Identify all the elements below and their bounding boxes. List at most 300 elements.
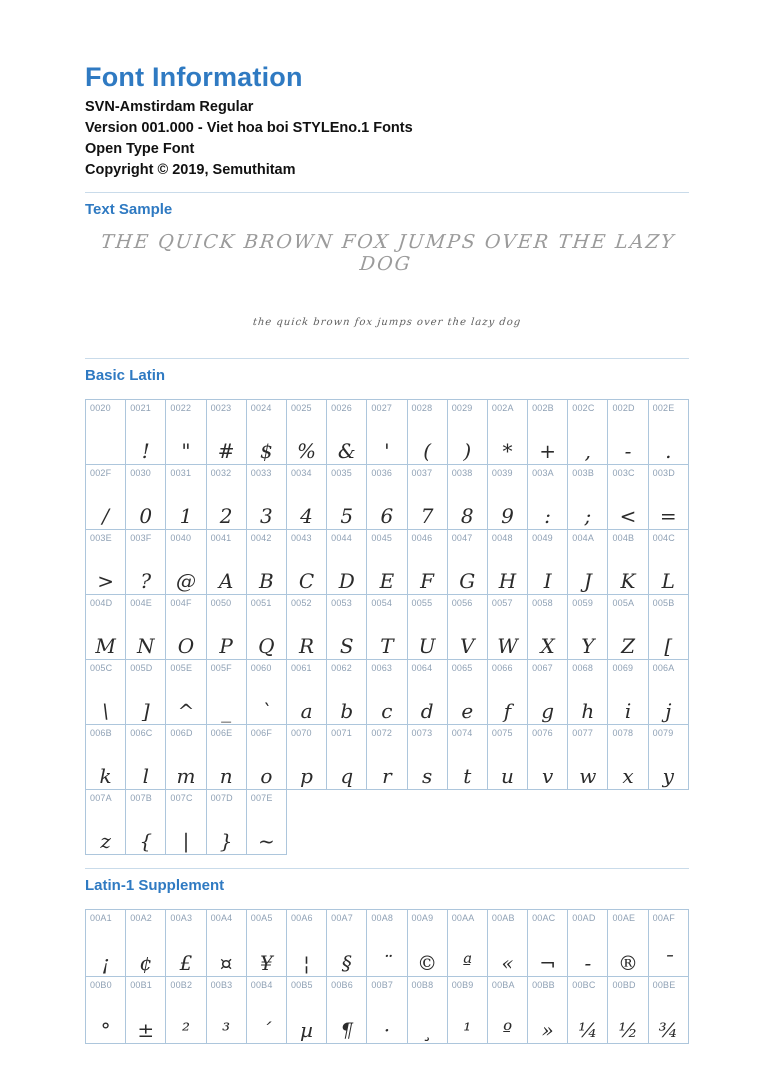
glyph-cell <box>166 977 206 1044</box>
glyph-sample: ¡ <box>101 951 110 975</box>
glyph-row <box>86 725 689 790</box>
glyph-cell <box>166 790 206 855</box>
codepoint-label: 004D <box>90 598 113 608</box>
codepoint-label: 0026 <box>331 403 352 413</box>
codepoint-label: 0073 <box>411 728 433 738</box>
glyph-cell <box>126 530 166 595</box>
codepoint-label: 0045 <box>371 533 393 543</box>
glyph-cell <box>447 530 487 595</box>
codepoint-label: 0054 <box>371 598 393 608</box>
codepoint-label: 0058 <box>532 598 553 608</box>
glyph-cell <box>528 400 568 465</box>
glyph-sample: ' <box>384 439 390 463</box>
glyph-cell <box>246 910 286 977</box>
glyph-cell <box>608 725 648 790</box>
glyph-sample: J <box>583 569 592 593</box>
glyph-sample: 4 <box>300 504 313 528</box>
glyph-sample: £ <box>179 951 193 975</box>
glyph-cell <box>407 530 447 595</box>
codepoint-label: 00BE <box>652 980 676 990</box>
glyph-sample: f <box>503 699 512 723</box>
latin1-supplement-heading: Latin-1 Supplement <box>85 877 225 894</box>
codepoint-label: 00AD <box>572 913 596 923</box>
codepoint-label: 006D <box>170 728 193 738</box>
codepoint-label: 00A3 <box>170 913 193 923</box>
codepoint-label: 00B4 <box>250 980 273 990</box>
glyph-cell <box>487 465 527 530</box>
glyph-sample: µ <box>300 1018 314 1042</box>
glyph-cell <box>367 465 407 530</box>
glyph-sample: A <box>218 569 234 593</box>
codepoint-label: 0044 <box>331 533 352 543</box>
codepoint-label: 005C <box>90 663 113 673</box>
glyph-sample: © <box>417 951 438 975</box>
glyph-cell <box>487 530 527 595</box>
glyph-sample: º <box>502 1018 513 1042</box>
codepoint-label: 0064 <box>411 663 433 673</box>
codepoint-label: 003A <box>532 468 554 478</box>
glyph-cell <box>447 400 487 465</box>
codepoint-label: 00A1 <box>90 913 112 923</box>
codepoint-label: 0053 <box>331 598 352 608</box>
glyph-sample: g <box>541 699 555 723</box>
codepoint-label: 005A <box>612 598 635 608</box>
glyph-cell <box>367 725 407 790</box>
glyph-cell <box>246 790 286 855</box>
glyph-sample: B <box>258 569 274 593</box>
font-version: Version 001.000 - Viet hoa boi STYLEno.1 Fonts <box>85 120 413 136</box>
codepoint-label: 00B9 <box>451 980 474 990</box>
glyph-sample: ^ <box>177 699 195 723</box>
glyph-sample: d <box>420 699 434 723</box>
glyph-cell <box>86 465 126 530</box>
glyph-sample: t <box>463 764 472 788</box>
glyph-sample: F <box>420 569 435 593</box>
glyph-cell <box>608 400 648 465</box>
glyph-cell <box>568 400 608 465</box>
glyph-cell <box>126 660 166 725</box>
glyph-cell <box>648 725 688 790</box>
codepoint-label: 0075 <box>491 728 513 738</box>
glyph-cell <box>327 400 367 465</box>
glyph-sample: = <box>659 504 677 528</box>
glyph-cell <box>286 977 326 1044</box>
codepoint-label: 0063 <box>371 663 393 673</box>
codepoint-label: 00BC <box>572 980 596 990</box>
glyph-sample: , <box>584 439 592 463</box>
codepoint-label: 00B0 <box>90 980 112 990</box>
section-divider <box>85 358 689 359</box>
codepoint-label: 0042 <box>250 533 272 543</box>
codepoint-label: 005F <box>210 663 232 673</box>
font-copyright: Copyright © 2019, Semuthitam <box>85 162 296 178</box>
codepoint-label: 0069 <box>612 663 634 673</box>
codepoint-label: 006E <box>210 728 233 738</box>
glyph-sample: - <box>624 439 632 463</box>
glyph-sample: ¦ <box>303 951 310 975</box>
glyph-cell <box>608 977 648 1044</box>
glyph-sample: ± <box>137 1018 155 1042</box>
glyph-cell <box>206 465 246 530</box>
codepoint-label: 00AA <box>451 913 475 923</box>
codepoint-label: 003E <box>90 533 112 543</box>
codepoint-label: 0046 <box>411 533 433 543</box>
codepoint-label: 0032 <box>210 468 232 478</box>
codepoint-label: 0030 <box>130 468 152 478</box>
codepoint-label: 00A6 <box>290 913 313 923</box>
glyph-cell <box>327 595 367 660</box>
glyph-sample: o <box>260 764 273 788</box>
codepoint-label: 002B <box>532 403 554 413</box>
glyph-row <box>86 465 689 530</box>
glyph-cell <box>487 910 527 977</box>
glyph-cell <box>86 595 126 660</box>
codepoint-label: 00AF <box>652 913 675 923</box>
codepoint-label: 00A4 <box>210 913 233 923</box>
glyph-sample: . <box>665 439 672 463</box>
section-divider <box>85 192 689 193</box>
glyph-sample: ² <box>181 1018 190 1042</box>
glyph-sample: v <box>542 764 554 788</box>
glyph-sample: « <box>501 951 514 975</box>
codepoint-label: 0027 <box>371 403 393 413</box>
glyph-sample: j <box>665 699 672 723</box>
glyph-sample: ¢ <box>139 951 153 975</box>
glyph-cell <box>327 910 367 977</box>
glyph-cell <box>367 400 407 465</box>
glyph-sample: : <box>544 504 552 528</box>
sample-text-lowercase: the quick brown fox jumps over the lazy dog <box>252 317 522 328</box>
codepoint-label: 00BB <box>532 980 555 990</box>
glyph-cell <box>206 660 246 725</box>
glyph-sample: ¯ <box>663 951 674 975</box>
glyph-sample: ? <box>140 569 152 593</box>
glyph-cell <box>166 660 206 725</box>
codepoint-label: 0078 <box>612 728 634 738</box>
glyph-sample: I <box>543 569 552 593</box>
glyph-sample: } <box>219 829 233 853</box>
codepoint-label: 0039 <box>491 468 513 478</box>
glyph-sample: ) <box>463 439 472 463</box>
codepoint-label: 0049 <box>532 533 553 543</box>
glyph-cell <box>246 660 286 725</box>
glyph-sample: \ <box>102 699 109 723</box>
codepoint-label: 0021 <box>130 403 152 413</box>
glyph-cell <box>407 465 447 530</box>
codepoint-label: 006C <box>130 728 153 738</box>
glyph-cell <box>166 465 206 530</box>
glyph-sample: + <box>539 439 557 463</box>
glyph-row <box>86 660 689 725</box>
codepoint-label: 006A <box>652 663 675 673</box>
glyph-cell <box>648 465 688 530</box>
empty-grid-area <box>286 790 688 855</box>
codepoint-label: 0028 <box>411 403 433 413</box>
codepoint-label: 007B <box>130 793 153 803</box>
codepoint-label: 0038 <box>451 468 473 478</box>
glyph-sample: q <box>340 764 354 788</box>
glyph-sample: e <box>461 699 474 723</box>
glyph-cell <box>166 530 206 595</box>
glyph-sample: P <box>219 634 233 658</box>
glyph-sample: Z <box>621 634 635 658</box>
codepoint-label: 002D <box>612 403 635 413</box>
glyph-sample: 2 <box>219 504 233 528</box>
codepoint-label: 00A8 <box>371 913 394 923</box>
glyph-cell <box>648 595 688 660</box>
glyph-sample: Y <box>581 634 595 658</box>
glyph-cell <box>166 725 206 790</box>
codepoint-label: 005D <box>130 663 153 673</box>
glyph-cell <box>367 595 407 660</box>
glyph-sample: { <box>139 829 153 853</box>
glyph-cell <box>407 400 447 465</box>
glyph-cell <box>166 400 206 465</box>
codepoint-label: 003F <box>130 533 152 543</box>
glyph-cell <box>327 530 367 595</box>
section-divider <box>85 868 689 869</box>
glyph-sample: i <box>624 699 632 723</box>
glyph-cell <box>487 977 527 1044</box>
codepoint-label: 0076 <box>532 728 553 738</box>
glyph-sample: 7 <box>420 504 434 528</box>
glyph-cell <box>528 530 568 595</box>
codepoint-label: 0022 <box>170 403 192 413</box>
glyph-sample: ¸ <box>422 1018 433 1042</box>
glyph-cell <box>206 400 246 465</box>
glyph-sample: C <box>298 569 315 593</box>
glyph-sample: ´ <box>261 1018 272 1042</box>
glyph-cell <box>608 910 648 977</box>
glyph-cell <box>447 595 487 660</box>
glyph-cell <box>286 530 326 595</box>
glyph-cell <box>367 530 407 595</box>
glyph-sample: T <box>380 634 394 658</box>
glyph-cell <box>608 465 648 530</box>
glyph-cell <box>568 725 608 790</box>
glyph-sample: ~ <box>257 829 275 853</box>
glyph-cell <box>407 977 447 1044</box>
glyph-cell <box>447 910 487 977</box>
glyph-sample: l <box>142 764 149 788</box>
glyph-cell <box>206 725 246 790</box>
codepoint-label: 0074 <box>451 728 473 738</box>
glyph-sample: ¥ <box>259 951 273 975</box>
glyph-cell <box>206 790 246 855</box>
glyph-cell <box>568 910 608 977</box>
font-format: Open Type Font <box>85 141 195 157</box>
glyph-sample: * <box>502 439 513 463</box>
glyph-sample: K <box>620 569 636 593</box>
glyph-sample: c <box>381 699 393 723</box>
codepoint-label: 007C <box>170 793 193 803</box>
codepoint-label: 0066 <box>491 663 513 673</box>
glyph-cell <box>126 465 166 530</box>
codepoint-label: 00B5 <box>290 980 313 990</box>
glyph-row <box>86 530 689 595</box>
codepoint-label: 0050 <box>210 598 232 608</box>
glyph-cell <box>286 725 326 790</box>
glyph-sample: & <box>337 439 356 463</box>
glyph-row <box>86 910 689 977</box>
glyph-sample: [ <box>664 634 673 658</box>
glyph-sample: z <box>100 829 111 853</box>
codepoint-label: 0041 <box>210 533 232 543</box>
codepoint-label: 00B3 <box>210 980 233 990</box>
glyph-sample: 9 <box>501 504 514 528</box>
glyph-cell <box>648 400 688 465</box>
glyph-cell <box>608 530 648 595</box>
glyph-sample: 0 <box>139 504 153 528</box>
glyph-cell <box>528 465 568 530</box>
glyph-cell <box>447 725 487 790</box>
codepoint-label: 0036 <box>371 468 393 478</box>
basic-latin-heading: Basic Latin <box>85 367 166 384</box>
codepoint-label: 0070 <box>290 728 312 738</box>
codepoint-label: 0037 <box>411 468 433 478</box>
codepoint-label: 0077 <box>572 728 594 738</box>
glyph-sample: % <box>297 439 317 463</box>
glyph-cell <box>327 725 367 790</box>
glyph-row <box>86 977 689 1044</box>
glyph-cell <box>286 910 326 977</box>
glyph-cell <box>126 790 166 855</box>
codepoint-label: 00BD <box>612 980 636 990</box>
glyph-sample: ® <box>618 951 639 975</box>
glyph-sample: 1 <box>179 504 193 528</box>
glyph-cell <box>447 660 487 725</box>
glyph-sample: S <box>339 634 354 658</box>
glyph-sample: w <box>579 764 597 788</box>
glyph-cell <box>246 465 286 530</box>
glyph-cell <box>126 725 166 790</box>
glyph-cell <box>86 977 126 1044</box>
glyph-sample: M <box>95 634 116 658</box>
glyph-sample: n <box>219 764 233 788</box>
glyph-cell <box>166 595 206 660</box>
glyph-cell <box>86 400 126 465</box>
glyph-cell <box>568 465 608 530</box>
glyph-cell <box>246 400 286 465</box>
glyph-cell <box>367 660 407 725</box>
codepoint-label: 0043 <box>290 533 312 543</box>
codepoint-label: 007A <box>90 793 112 803</box>
glyph-sample: ¼ <box>578 1018 598 1042</box>
glyph-cell <box>86 910 126 977</box>
glyph-sample: ¬ <box>539 951 557 975</box>
glyph-sample: < <box>619 504 637 528</box>
glyph-cell <box>286 465 326 530</box>
glyph-cell <box>166 910 206 977</box>
codepoint-label: 0072 <box>371 728 393 738</box>
document-page <box>85 0 689 1044</box>
codepoint-label: 0079 <box>652 728 674 738</box>
codepoint-label: 0071 <box>331 728 352 738</box>
glyph-cell <box>367 977 407 1044</box>
glyph-sample: Q <box>258 634 275 658</box>
codepoint-label: 0060 <box>250 663 272 673</box>
glyph-cell <box>487 660 527 725</box>
glyph-cell <box>608 595 648 660</box>
codepoint-label: 006F <box>250 728 273 738</box>
glyph-cell <box>286 595 326 660</box>
glyph-sample: h <box>581 699 595 723</box>
glyph-sample: r <box>382 764 392 788</box>
glyph-cell <box>206 977 246 1044</box>
glyph-sample: u <box>501 764 514 788</box>
codepoint-label: 00A7 <box>331 913 353 923</box>
codepoint-label: 0067 <box>532 663 553 673</box>
glyph-cell <box>246 595 286 660</box>
glyph-cell <box>246 977 286 1044</box>
glyph-cell <box>86 790 126 855</box>
codepoint-label: 0052 <box>290 598 312 608</box>
codepoint-label: 0062 <box>331 663 352 673</box>
glyph-sample: R <box>299 634 315 658</box>
codepoint-label: 007D <box>210 793 233 803</box>
glyph-sample: / <box>102 504 109 528</box>
glyph-sample: - <box>584 951 592 975</box>
codepoint-label: 00BA <box>491 980 515 990</box>
glyph-row <box>86 400 689 465</box>
glyph-cell <box>286 660 326 725</box>
codepoint-label: 00A2 <box>130 913 153 923</box>
glyph-cell <box>568 530 608 595</box>
glyph-cell <box>327 660 367 725</box>
glyph-sample: O <box>177 634 195 658</box>
glyph-cell <box>407 725 447 790</box>
glyph-sample: @ <box>175 569 196 593</box>
glyph-sample: ! <box>141 439 150 463</box>
glyph-cell <box>126 595 166 660</box>
glyph-sample: b <box>340 699 354 723</box>
codepoint-label: 00AB <box>491 913 515 923</box>
codepoint-label: 0068 <box>572 663 594 673</box>
glyph-sample: U <box>418 634 436 658</box>
glyph-cell <box>447 977 487 1044</box>
font-metadata <box>85 97 689 181</box>
glyph-cell <box>528 725 568 790</box>
codepoint-label: 002C <box>572 403 595 413</box>
glyph-sample: » <box>541 1018 554 1042</box>
codepoint-label: 00B7 <box>371 980 394 990</box>
glyph-cell <box>286 400 326 465</box>
glyph-cell <box>528 977 568 1044</box>
glyph-sample: V <box>460 634 475 658</box>
codepoint-label: 00B1 <box>130 980 153 990</box>
codepoint-label: 0065 <box>451 663 473 673</box>
codepoint-label: 003C <box>612 468 635 478</box>
glyph-cell <box>648 530 688 595</box>
glyph-cell <box>126 977 166 1044</box>
codepoint-label: 004A <box>572 533 595 543</box>
codepoint-label: 00A9 <box>411 913 434 923</box>
glyph-sample: | <box>182 829 190 853</box>
codepoint-label: 004E <box>130 598 153 608</box>
glyph-sample: a <box>300 699 313 723</box>
codepoint-label: 0025 <box>290 403 312 413</box>
codepoint-label: 00AC <box>532 913 556 923</box>
glyph-cell <box>206 910 246 977</box>
codepoint-label: 005B <box>652 598 675 608</box>
codepoint-label: 00B6 <box>331 980 353 990</box>
glyph-sample: ½ <box>618 1018 638 1042</box>
glyph-sample: p <box>300 764 313 788</box>
glyph-cell <box>206 530 246 595</box>
codepoint-label: 006B <box>90 728 112 738</box>
glyph-cell <box>648 977 688 1044</box>
glyph-row <box>86 790 689 855</box>
